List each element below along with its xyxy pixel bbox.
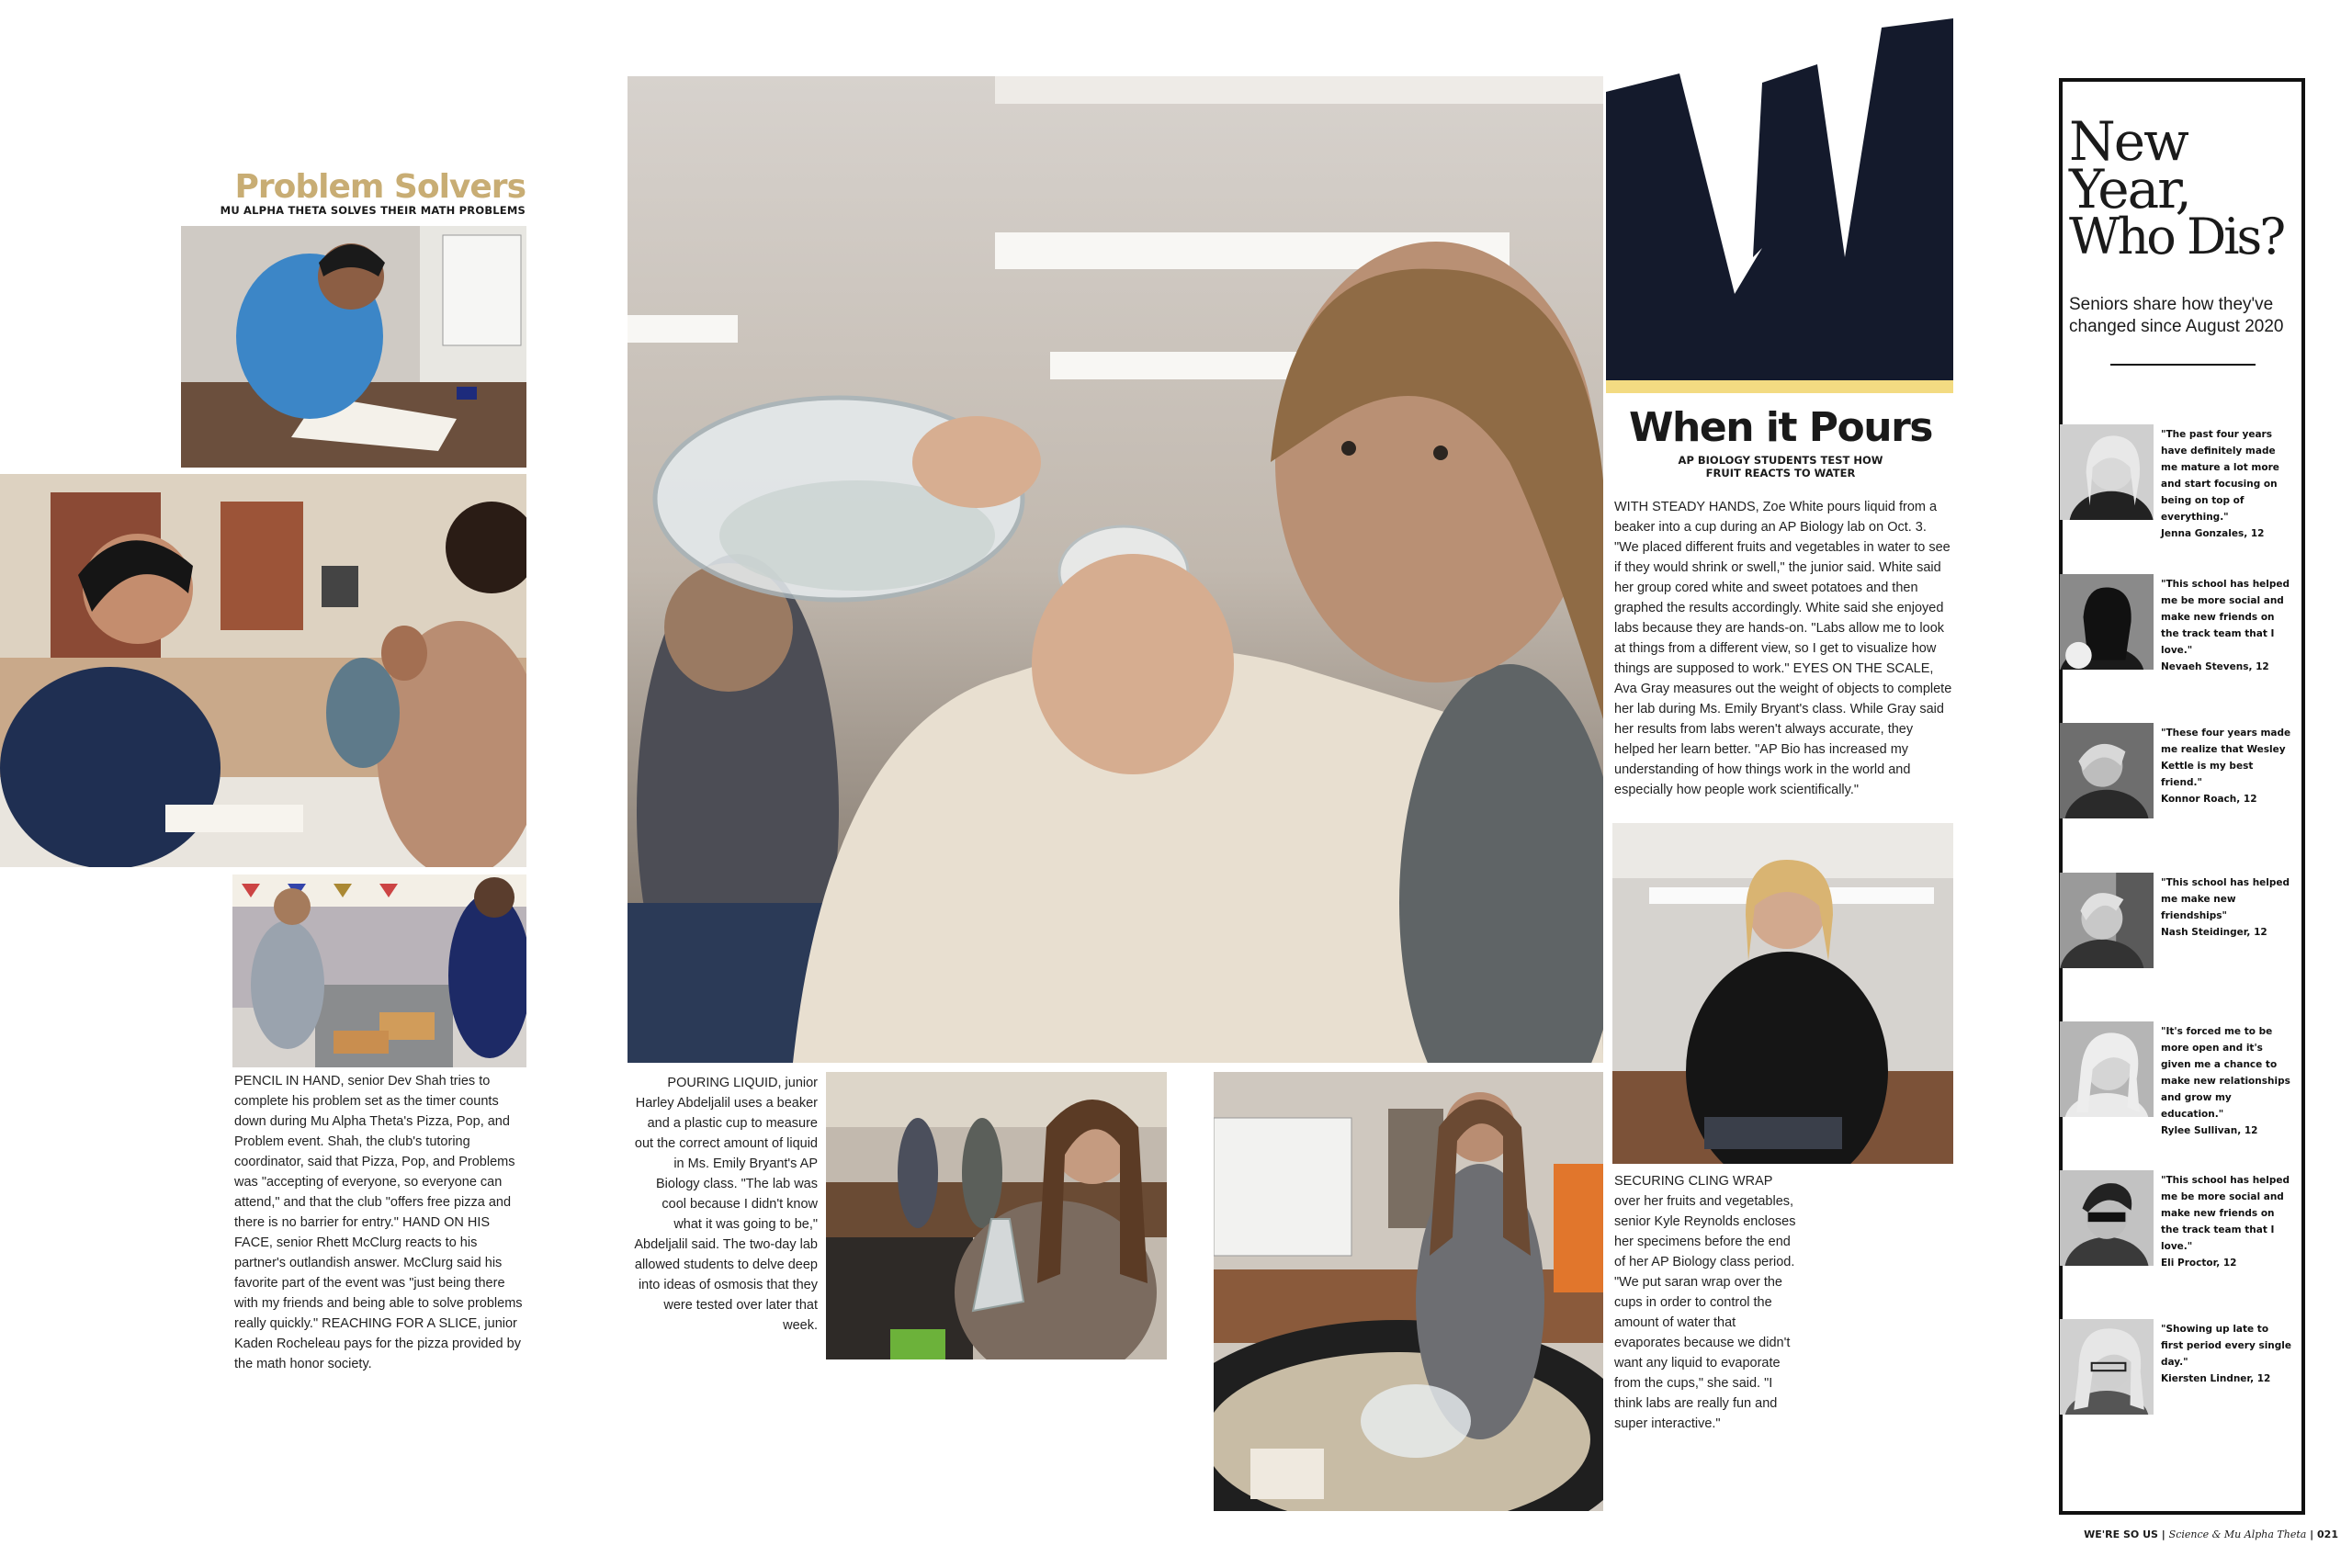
caption-lead-2: HAND ON HIS FACE, [234,1215,491,1250]
quote-4 [2161,874,2291,941]
sidebar-title-line-1: New [2069,110,2188,173]
portrait-7 [2060,1319,2154,1415]
cling-lead: SECURING CLING WRAP [1614,1174,1773,1189]
footer-sep-1: | [2161,1529,2169,1540]
quote-1-name: Jenna Gonzales, 12 [2161,528,2265,539]
quote-3 [2161,725,2291,807]
sidebar-title-line-3: Who Dis? [2069,208,2284,265]
quote-7-name: Kiersten Lindner, 12 [2161,1373,2271,1384]
big-letter-shape [1606,18,1953,384]
story-text-2: Ava Gray measures out the weight of objects to complete her lab during Ms. Emily Bryant's class. While Gray said her results from labs weren't always accurate, they helped her learn better. "AP Bio has increased my understanding of how things work in the world and especially how people work scientifically." [1614,682,1952,797]
quote-5-name: Rylee Sullivan, 12 [2161,1125,2258,1136]
portrait-3 [2060,723,2154,818]
story-body [1614,497,1953,800]
quote-3-name: Konnor Roach, 12 [2161,794,2257,805]
portrait-1 [2060,424,2154,520]
photo-pouring-liquid [826,1072,1167,1359]
caption-text-2: senior Rhett McClurg reacts to his partner's outlandish answer. McClurg said his favorite part of the event was "just being there with my friends and being able to solve problems really quickly." [234,1235,523,1331]
quote-1-text: "The past four years have definitely made me mature a lot more and start focusing on being on top of everything." [2161,429,2279,523]
photo-cling-wrap [1214,1072,1603,1511]
portrait-2 [2060,574,2154,670]
story-lead-2: EYES ON THE SCALE, [1792,661,1934,676]
footer-page-number: 021 [2317,1529,2338,1540]
caption-text-1: senior Dev Shah tries to complete his problem set as the timer counts down during Mu Alpha Theta's Pizza, Pop, and Problem event. Shah, the club's tutoring coordinator, said that Pizza, Pop, and Problems was "accepting of everyone, so everyone can attend," and that the club "offers free pizza and there is no barrier for entry." [234,1074,515,1230]
quote-7-text: "Showing up late to first period every single day." [2161,1324,2292,1368]
sidebar-title-line-2: Year, [2069,158,2190,220]
quote-2-text: "This school has helped me be more social and make new friends on the track team that I love." [2161,579,2290,656]
story-text-1: Zoe White pours liquid from a beaker into a cup during an AP Biology lab on Oct. 3. "We placed different fruits and vegetables in water to see if they would shrink or swell," the junior said. White said her group cored white and sweet potatoes and then graphed the results accordingly. White said she enjoyed labs because they are hands-on. "Labs allow me to look at things from a different view, so I get to visualize how things are supposed to work." [1614,500,1951,676]
photo-reaching-for-slice [232,874,526,1067]
pouring-caption [634,1073,818,1336]
section-subtitle: MU ALPHA THETA SOLVES THEIR MATH PROBLEMS [220,204,526,217]
story-title: When it Pours [1629,404,1932,451]
pouring-text: junior Harley Abdeljalil uses a beaker and a plastic cup to measure out the correct amount of liquid in Ms. Emily Bryant's AP Biology class. "The lab was cool because I didn't know what it was going to be," Abdeljalil said. The two-day lab allowed students to delve deep into ideas of osmosis that they were tested over later that week. [634,1076,818,1333]
caption-lead-3: REACHING FOR A SLICE, [322,1316,481,1331]
caption-text-3: junior Kaden Rocheleau pays for the pizza provided by the math honor society. [234,1316,521,1371]
sidebar-divider [2110,364,2256,366]
quote-5 [2161,1023,2291,1139]
quote-6-name: Eli Proctor, 12 [2161,1258,2237,1269]
sidebar-title [2069,110,2308,265]
photo-eyes-on-scale [1612,823,1953,1164]
big-letter-graphic [1606,18,1953,393]
photo-steady-hands [628,76,1603,1063]
quote-4-name: Nash Steidinger, 12 [2161,927,2267,938]
quote-1 [2161,426,2290,542]
quote-5-text: "It's forced me to be more open and it's given me a chance to make new relationships and grow my education." [2161,1026,2290,1120]
caption-lead-1: PENCIL IN HAND, [234,1074,345,1089]
left-caption [234,1071,526,1374]
footer-book: WE'RE SO US [2084,1529,2158,1540]
story-subtitle [1610,454,1951,479]
footer-section: Science & Mu Alpha Theta [2168,1529,2307,1540]
quote-7 [2161,1321,2291,1387]
quote-2-name: Nevaeh Stevens, 12 [2161,661,2269,672]
cling-text: over her fruits and vegetables, senior Kyle Reynolds encloses her specimens before the end of her AP Biology class period. "We put saran wrap over the cups in order to control the amount of water that evaporates because we didn't want any liquid to evaporate from the cups," she said. "I think labs are really fun and super interactive." [1614,1194,1796,1431]
quote-6-text: "This school has helped me be more social and make new friends on the track team that I love." [2161,1175,2290,1252]
cling-caption [1614,1171,1798,1434]
quote-3-text: "These four years made me realize that Wesley Kettle is my best friend." [2161,728,2291,788]
story-subtitle-line-1: AP BIOLOGY STUDENTS TEST HOW [1678,454,1883,467]
portrait-5 [2060,1021,2154,1117]
footer-sep-2: | [2310,1529,2318,1540]
quote-2 [2161,576,2291,675]
sidebar-subtitle: Seniors share how they've changed since August 2020 [2069,295,2284,336]
pouring-lead: POURING LIQUID, [667,1076,782,1090]
section-title: Problem Solvers [234,168,526,206]
story-subtitle-line-2: FRUIT REACTS TO WATER [1705,467,1856,479]
portrait-4 [2060,873,2154,968]
story-lead-1: WITH STEADY HANDS, [1614,500,1759,514]
photo-pencil-in-hand [181,226,526,468]
quote-4-text: "This school has helped me make new friendships" [2161,877,2290,921]
photo-hand-on-face [0,474,526,867]
quote-6 [2161,1172,2291,1271]
portrait-6 [2060,1170,2154,1266]
page-footer [2021,1529,2338,1540]
yellow-bar [1606,380,1953,393]
